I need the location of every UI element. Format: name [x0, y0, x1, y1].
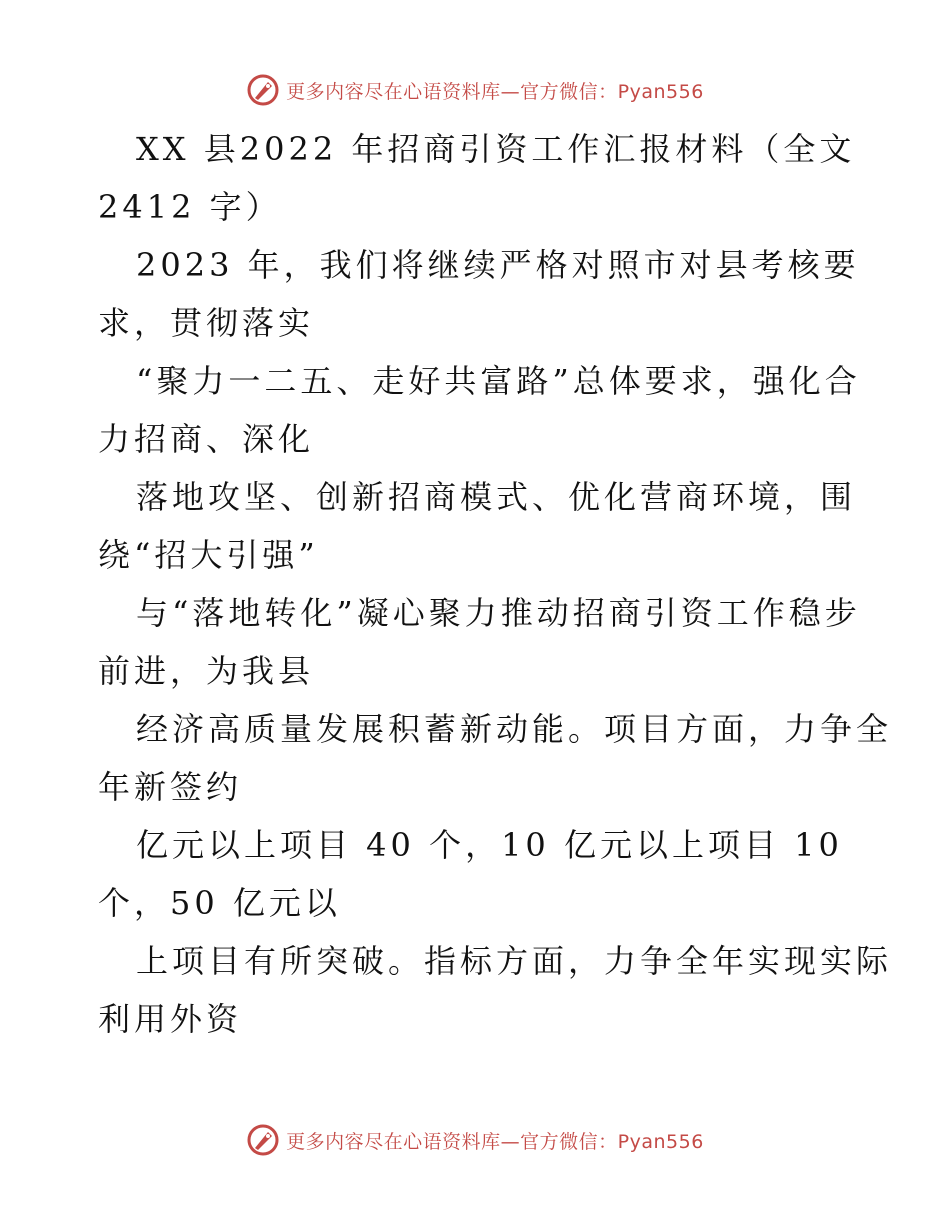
header-watermark	[0, 70, 950, 110]
document-line: 上项目有所突破。指标方面，力争全年实现实际	[136, 942, 893, 980]
document-line: 2023 年，我们将继续严格对照市对县考核要	[136, 246, 860, 284]
document-line: 2412 字）	[98, 188, 282, 226]
document-body	[98, 120, 893, 1048]
document-line: “聚力一二五、走好共富路”总体要求，强化合	[136, 362, 861, 400]
document-line: 利用外资	[98, 1000, 243, 1038]
watermark-text: 更多内容尽在心语资料库—官方微信：Pyan556	[286, 80, 704, 103]
document-line: 亿元以上项目 40 个，10 亿元以上项目 10	[136, 826, 843, 864]
document-line: 绕“招大引强”	[98, 536, 319, 574]
pen-nib-logo-icon	[246, 1123, 280, 1157]
document-line: 个，50 亿元以	[98, 884, 341, 922]
document-line: XX 县2022 年招商引资工作汇报材料（全文	[136, 130, 856, 168]
document-line: 年新签约	[98, 768, 243, 806]
footer-watermark	[0, 1120, 950, 1160]
document-line: 前进，为我县	[98, 652, 315, 690]
document-line: 力招商、深化	[98, 420, 315, 458]
pen-nib-logo-icon	[246, 73, 280, 107]
watermark-text: 更多内容尽在心语资料库—官方微信：Pyan556	[286, 1130, 704, 1153]
document-line: 经济高质量发展积蓄新动能。项目方面，力争全	[136, 710, 893, 748]
document-line: 与“落地转化”凝心聚力推动招商引资工作稳步	[136, 594, 861, 632]
document-line: 落地攻坚、创新招商模式、优化营商环境，围	[136, 478, 857, 516]
document-line: 求，贯彻落实	[98, 304, 315, 342]
